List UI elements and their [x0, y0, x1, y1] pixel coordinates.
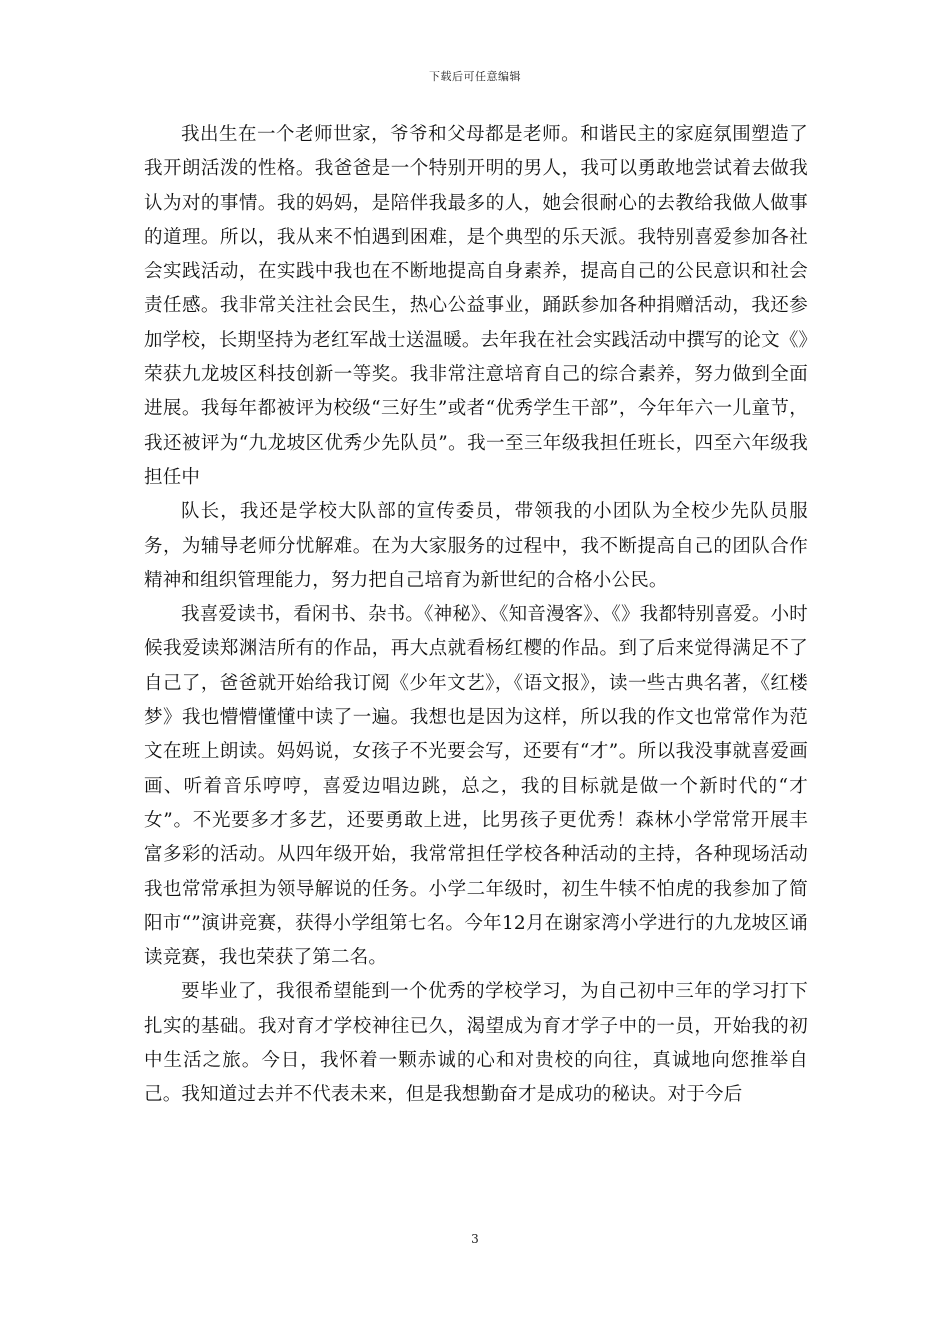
document-body [144, 118, 808, 1113]
page-header: 下载后可任意编辑 [429, 70, 521, 83]
page-number: 3 [471, 1232, 479, 1246]
paragraph-graduation: 要毕业了，我很希望能到一个优秀的学校学习，为自己初中三年的学习打下扎实的基础。我对育才学校神往已久，渴望成为育才学子中的一员，开始我的初中生活之旅。今日，我怀着一颗赤诚的心和对贵校的向往，真诚地向您推举自己。我知道过去并不代表未来，但是我想勤奋才是成功的秘诀。对于今后 [144, 981, 808, 1106]
paragraph-reading: 我喜爱读书，看闲书、杂书。《神秘》、《知音漫客》、《》我都特别喜爱。小时候我爱读郑渊洁所有的作品，再大点就看杨红樱的作品。到了后来觉得满足不了自己了，爸爸就开始给我订阅《少年文艺》，《语文报》，读一些古典名著，《红楼梦》我也懵懵懂懂中读了一遍。我想也是因为这样，所以我的作文也常常作为范文在班上朗读。妈妈说，女孩子不光要会写，还要有“才”。所以我没事就喜爱画画、听着音乐哼哼，喜爱边唱边跳，总之，我的目标就是做一个新时代的“才女”。不光要多才多艺，还要勇敢上进，比男孩子更优秀！森林小学常常开展丰富多彩的活动。从四年级开始，我常常担任学校各种活动的主持，各种现场活动我也常常承担为领导解说的任务。小学二年级时，初生牛犊不怕虎的我参加了简阳市“”演讲竞赛，获得小学组第七名。今年12月在谢家湾小学进行的九龙坡区诵读竞赛，我也荣获了第二名。 [144, 604, 808, 969]
paragraph-family: 我出生在一个老师世家，爷爷和父母都是老师。和谐民主的家庭氛围塑造了我开朗活泼的性格。我爸爸是一个特别开明的男人，我可以勇敢地尝试着去做我认为对的事情。我的妈妈，是陪伴我最多的人，她会很耐心的去教给我做人做事的道理。所以，我从来不怕遇到困难，是个典型的乐天派。我特别喜爱参加各社会实践活动，在实践中我也在不断地提高自身素养，提高自己的公民意识和社会责任感。我非常关注社会民生，热心公益事业，踊跃参加各种捐赠活动，我还参加学校，长期坚持为老红军战士送温暖。去年我在社会实践活动中撰写的论文《》荣获九龙坡区科技创新一等奖。我非常注意培育自己的综合素养，努力做到全面进展。我每年都被评为校级“三好生”或者“优秀学生干部”，今年年六一儿童节，我还被评为“九龙坡区优秀少先队员”。我一至三年级我担任班长，四至六年级我担任中 [144, 124, 808, 488]
paragraph-team-leader: 队长，我还是学校大队部的宣传委员，带领我的小团队为全校少先队员服务，为辅导老师分忧解难。在为大家服务的过程中，我不断提高自己的团队合作精神和组织管理能力，努力把自己培育为新世纪的合格小公民。 [144, 501, 808, 591]
